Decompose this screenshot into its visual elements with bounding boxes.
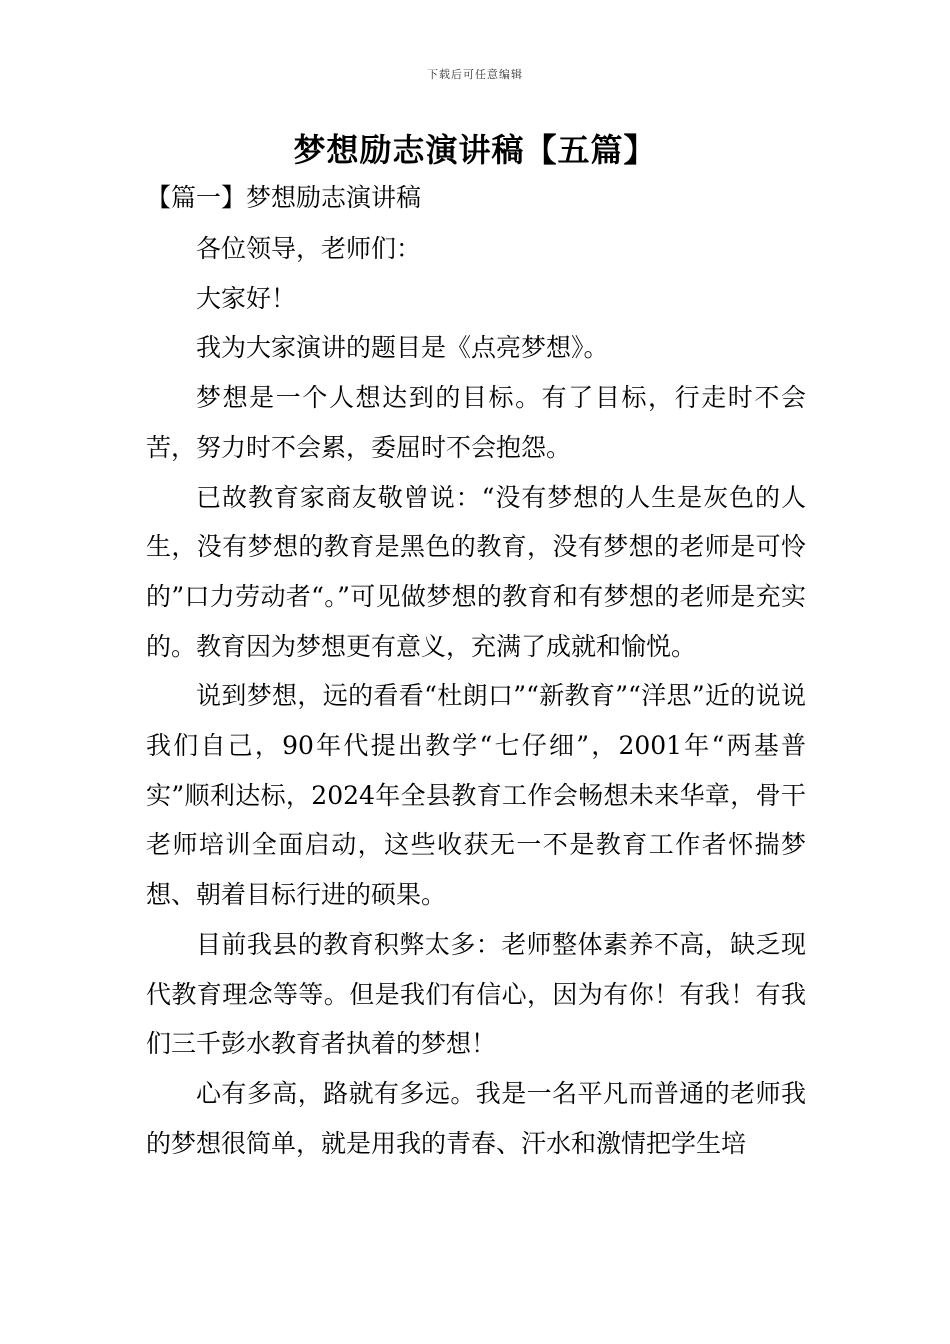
paragraph-problems: 目前我县的教育积弊太多：老师整体素养不高，缺乏现代教育理念等等。但是我们有信心，因为有你！有我！有我们三千彭水教育者执着的梦想！ <box>146 929 806 1059</box>
section-heading: 【篇一】梦想励志演讲稿 <box>146 183 422 212</box>
paragraph-hello: 大家好！ <box>196 283 297 313</box>
paragraph-achievements: 说到梦想，远的看看“杜朗口”“新教育”“洋思”近的说说我们自己，90年代提出教学“七仔细”，2001年“两基普实”顺利达标，2024年全县教育工作会畅想未来华章，骨干老师培训全面启动，这些收获无一不是教育工作者怀揣梦想、朝着目标行进的硕果。 <box>146 681 806 910</box>
document-body <box>146 224 806 1168</box>
paragraph-greeting: 各位领导，老师们： <box>196 234 422 263</box>
paragraph-quote: 已故教育家商友敬曾说：“没有梦想的人生是灰色的人生，没有梦想的教育是黑色的教育，没有梦想的老师是可怜的”口力劳动者“。”可见做梦想的教育和有梦想的老师是充实的。教育因为梦想更有意义，充满了成就和愉悦。 <box>146 482 806 661</box>
paragraph-dream-goal: 梦想是一个人想达到的目标。有了目标，行走时不会苦，努力时不会累，委屈时不会抱怨。 <box>146 383 806 462</box>
paragraph-topic: 我为大家演讲的题目是《点亮梦想》。 <box>196 333 609 363</box>
paragraph-my-dream: 心有多高，路就有多远。我是一名平凡而普通的老师我的梦想很简单，就是用我的青春、汗水和激情把学生培 <box>146 1078 806 1158</box>
header-note: 下载后可任意编辑 <box>427 68 523 81</box>
document-title: 梦想励志演讲稿【五篇】 <box>293 131 657 169</box>
